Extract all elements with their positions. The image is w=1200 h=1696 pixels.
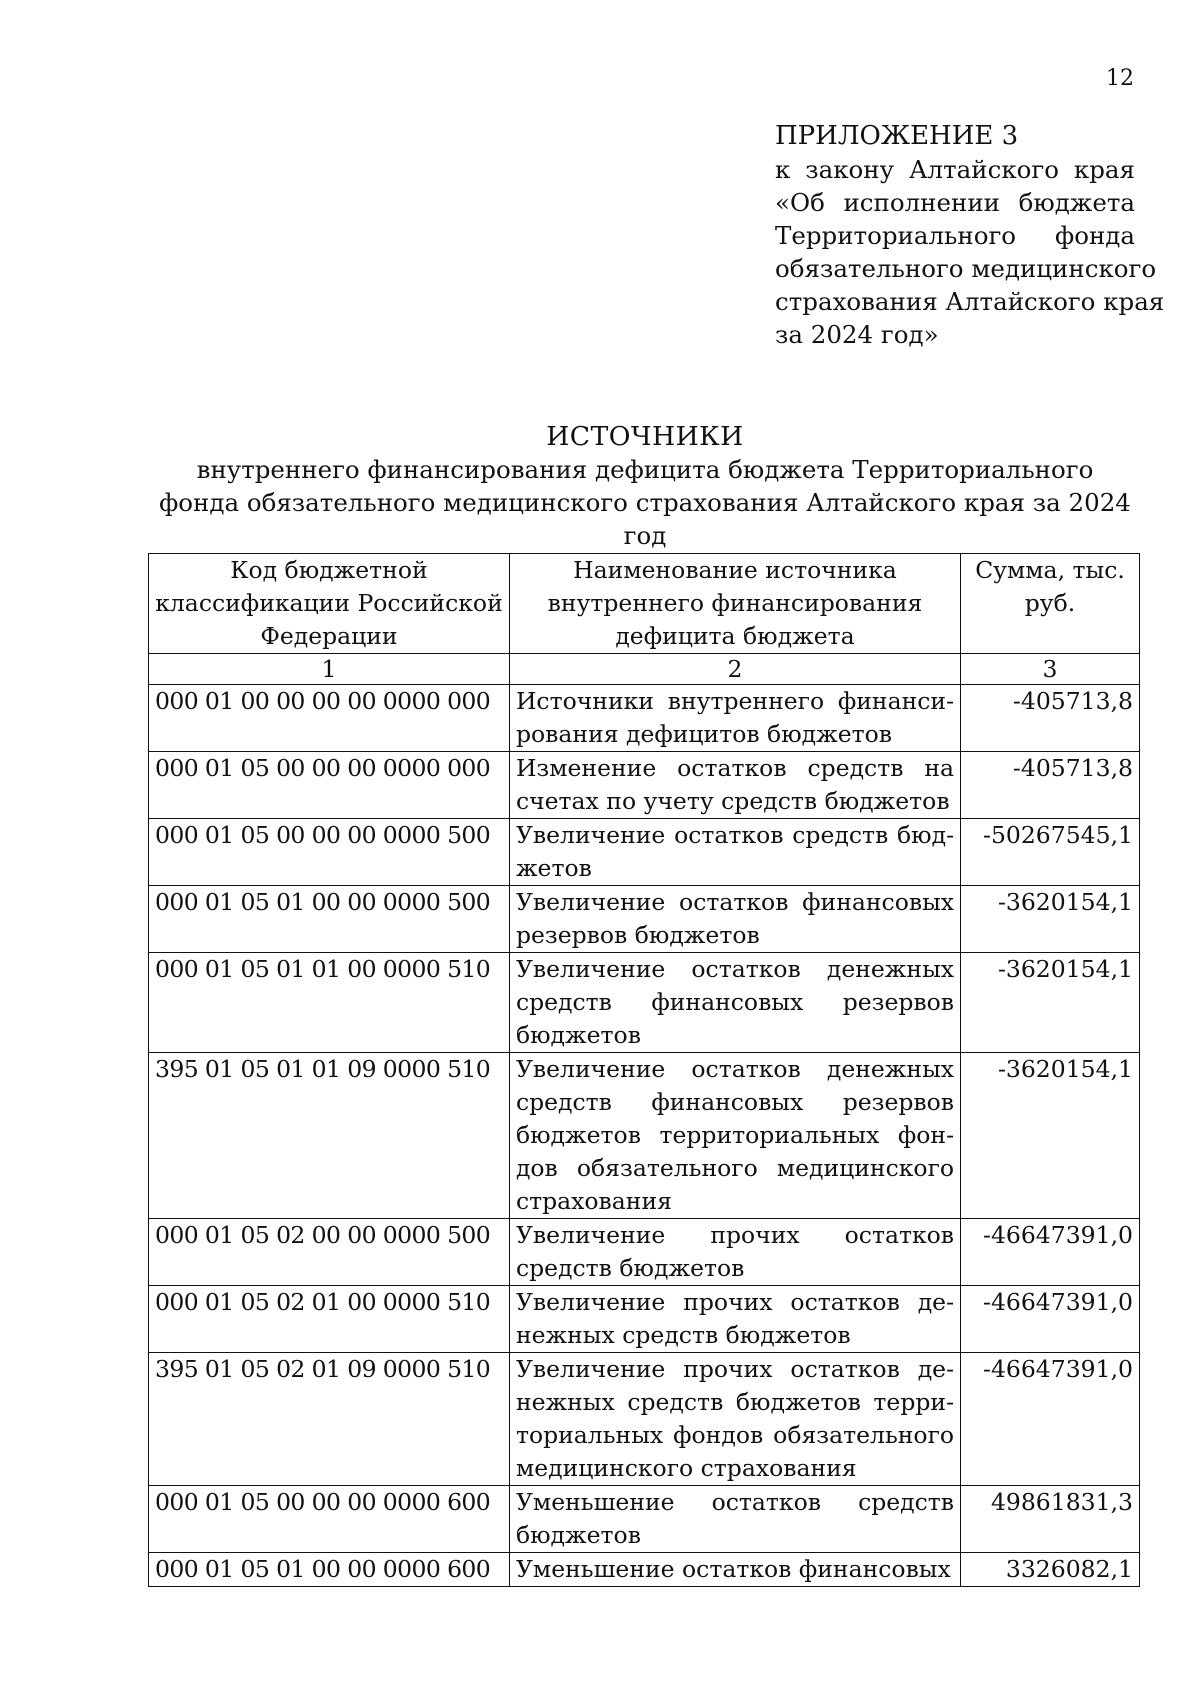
- code-cell: 000 01 05 00 00 00 0000 600: [149, 1486, 510, 1553]
- table-row: [149, 1286, 1140, 1353]
- name-cell: Увеличение прочих остатков денежных средств бюджетов территориальных фондов обязательного медицинского страхования: [509, 1353, 960, 1486]
- table-row: [149, 1486, 1140, 1553]
- name-cell: Увеличение прочих остатков средств бюджетов: [509, 1219, 960, 1286]
- heading-subtitle-line: внутреннего финансирования дефицита бюджета Территориального: [196, 455, 1094, 484]
- page-number: 12: [1106, 66, 1134, 91]
- code-cell: 000 01 05 00 00 00 0000 500: [149, 819, 510, 886]
- sum-cell: -405713,8: [961, 685, 1140, 752]
- sum-cell: -3620154,1: [961, 886, 1140, 953]
- sum-cell: 3326082,1: [961, 1553, 1140, 1587]
- sum-cell: -50267545,1: [961, 819, 1140, 886]
- code-cell: 000 01 05 01 00 00 0000 500: [149, 886, 510, 953]
- name-cell: Увеличение остатков средств бюджетов: [509, 819, 960, 886]
- column-number: 2: [509, 654, 960, 685]
- appendix-line: обязательного медицинского: [775, 254, 1157, 283]
- appendix-block: [775, 120, 1165, 351]
- sum-cell: -46647391,0: [961, 1286, 1140, 1353]
- name-cell: Увеличение остатков денежных средств финансовых резервов бюджетов территориальных фондов обязательного медицинского страхования: [509, 1053, 960, 1219]
- code-cell: 395 01 05 01 01 09 0000 510: [149, 1053, 510, 1219]
- sources-table: [148, 553, 1140, 1587]
- sum-cell: -405713,8: [961, 752, 1140, 819]
- name-cell: Увеличение прочих остатков денежных средств бюджетов: [509, 1286, 960, 1353]
- appendix-line: за 2024 год»: [775, 320, 939, 349]
- code-cell: 000 01 05 01 00 00 0000 600: [149, 1553, 510, 1587]
- column-number-row: [149, 654, 1140, 685]
- code-cell: 000 01 05 01 01 00 0000 510: [149, 953, 510, 1053]
- table-header-row: [149, 554, 1140, 654]
- code-cell: 000 01 00 00 00 00 0000 000: [149, 685, 510, 752]
- sum-cell: -3620154,1: [961, 953, 1140, 1053]
- table-row: [149, 1219, 1140, 1286]
- sum-cell: -46647391,0: [961, 1353, 1140, 1486]
- heading-title: ИСТОЧНИКИ: [546, 421, 744, 452]
- header-name: Наименование источника внутреннего финансирования дефицита бюджета: [509, 554, 960, 654]
- table-row: [149, 1353, 1140, 1486]
- name-cell: Уменьшение остатков средств бюджетов: [509, 1486, 960, 1553]
- appendix-line: страхования Алтайского края: [775, 287, 1165, 316]
- name-cell: Источники внутреннего финансирования дефицитов бюджетов: [509, 685, 960, 752]
- code-cell: 000 01 05 00 00 00 0000 000: [149, 752, 510, 819]
- name-cell: Уменьшение остатков финансовых: [509, 1553, 960, 1587]
- column-number: 3: [961, 654, 1140, 685]
- appendix-title: ПРИЛОЖЕНИЕ 3: [775, 121, 1019, 151]
- appendix-line: «Об исполнении бюджета: [775, 188, 1135, 217]
- table-row: [149, 886, 1140, 953]
- code-cell: 000 01 05 02 01 00 0000 510: [149, 1286, 510, 1353]
- appendix-line: Территориального фонда: [775, 221, 1135, 250]
- code-cell: 395 01 05 02 01 09 0000 510: [149, 1353, 510, 1486]
- name-cell: Увеличение остатков финансовых резервов бюджетов: [509, 886, 960, 953]
- header-sum: Сумма, тыс. руб.: [961, 554, 1140, 654]
- name-cell: Изменение остатков средств на счетах по учету средств бюджетов: [509, 752, 960, 819]
- sum-cell: -3620154,1: [961, 1053, 1140, 1219]
- sum-cell: 49861831,3: [961, 1486, 1140, 1553]
- table-row: [149, 1553, 1140, 1587]
- column-number: 1: [149, 654, 510, 685]
- sum-cell: -46647391,0: [961, 1219, 1140, 1286]
- header-code: Код бюджетной классификации Российской Федерации: [149, 554, 510, 654]
- table-row: [149, 819, 1140, 886]
- appendix-line: к закону Алтайского края: [775, 155, 1135, 184]
- table-row: [149, 685, 1140, 752]
- table-row: [149, 1053, 1140, 1219]
- heading-subtitle-line: фонда обязательного медицинского страхования Алтайского края за 2024 год: [159, 488, 1131, 550]
- code-cell: 000 01 05 02 00 00 0000 500: [149, 1219, 510, 1286]
- document-heading: [150, 420, 1140, 552]
- name-cell: Увеличение остатков денежных средств финансовых резервов бюджетов: [509, 953, 960, 1053]
- table-row: [149, 953, 1140, 1053]
- table-row: [149, 752, 1140, 819]
